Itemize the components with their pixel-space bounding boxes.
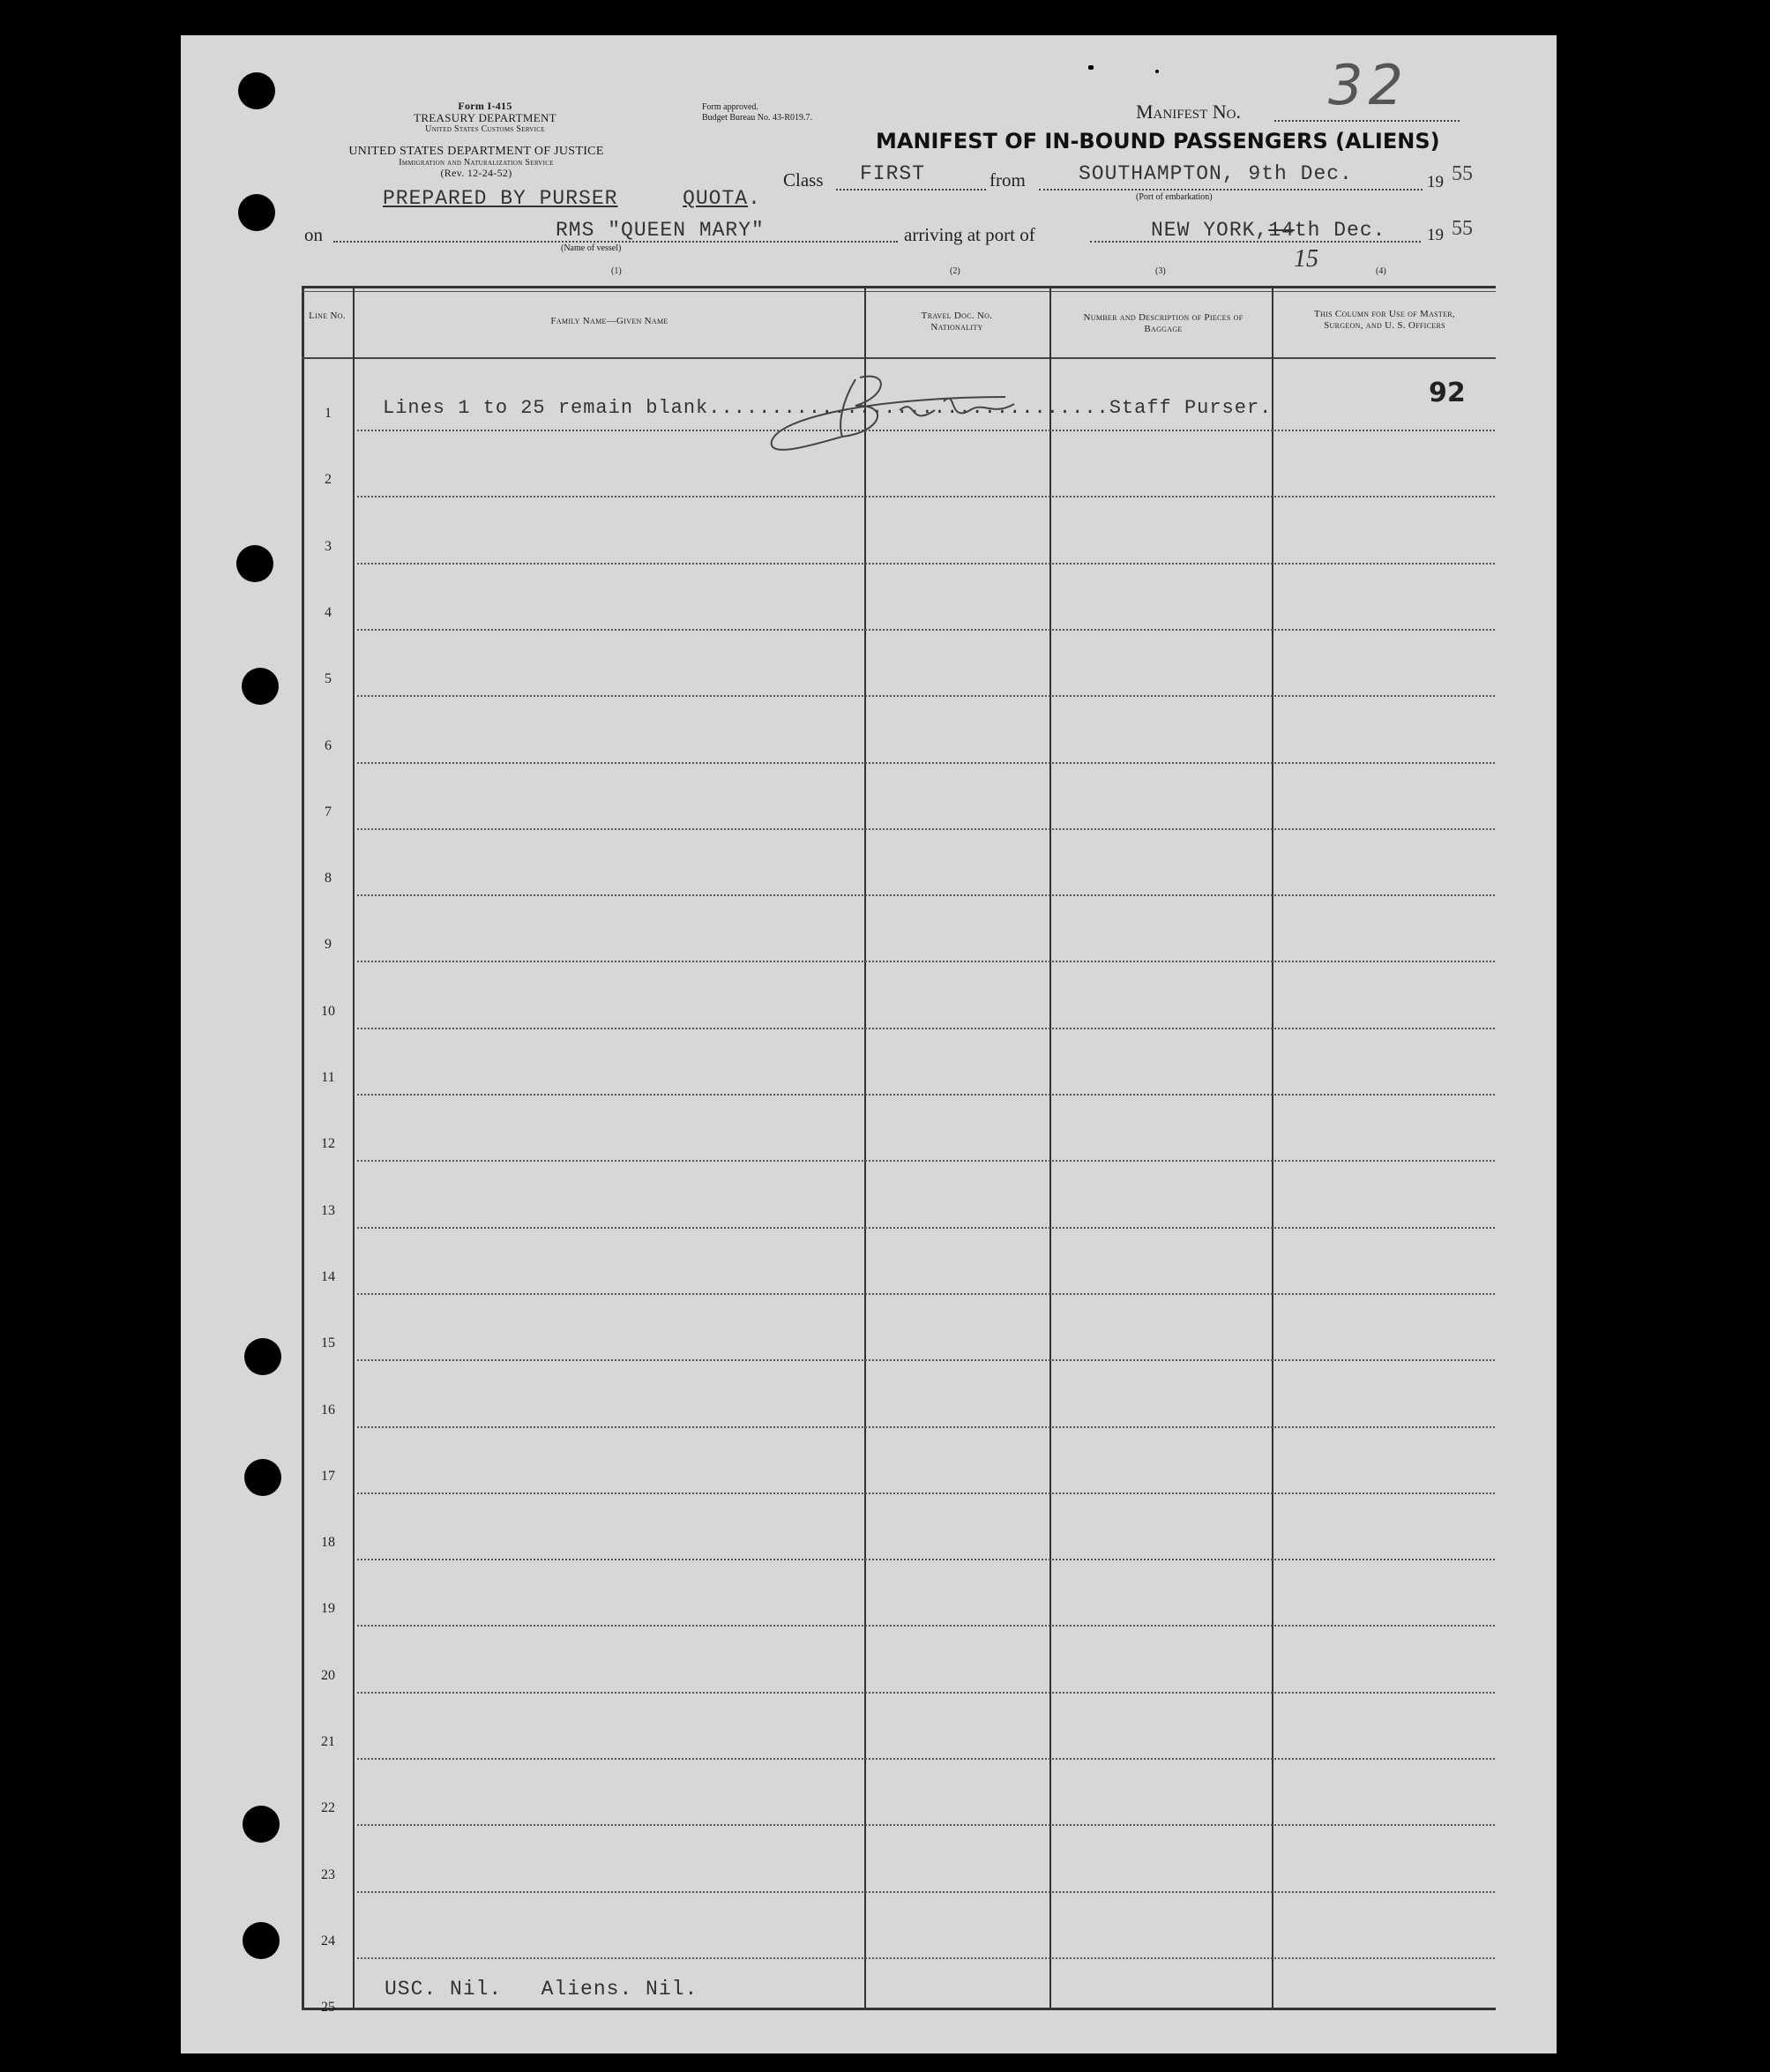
form-number: Form I-415 [458,100,512,112]
line-number: 18 [321,1535,335,1551]
class-label: Class [783,169,824,191]
on-label: on [304,224,323,245]
line-number: 24 [321,1933,335,1949]
line-number: 19 [321,1601,335,1617]
table-row-rule [357,1492,1495,1494]
manifest-title: MANIFEST OF IN-BOUND PASSENGERS (ALIENS) [876,129,1440,153]
line-number: 11 [321,1070,335,1085]
header-line-no: Line No. [309,310,346,321]
col-number-3: (3) [1155,266,1166,276]
revision-label: (Rev. 12-24-52) [440,167,512,180]
punch-hole [243,1922,280,1959]
from-label: from [990,169,1026,191]
vessel-note: (Name of vessel) [561,243,622,253]
class-line [836,189,986,191]
table-row-rule [357,1824,1495,1826]
line-number: 5 [325,671,332,687]
line-number: 13 [321,1202,335,1218]
manifest-number-label: Manifest No. [1136,101,1241,123]
line-1-count: 92 [1429,378,1466,408]
line-number: 2 [325,472,332,488]
line-number: 20 [321,1667,335,1683]
purser-signature [758,362,1129,468]
line-number: 1 [325,406,332,421]
line-number: 21 [321,1734,335,1749]
line-number: 10 [321,1003,335,1019]
treasury-label: TREASURY DEPARTMENT [414,111,556,125]
header-bottom-rule [302,357,1496,359]
line-number: 7 [325,804,332,819]
budget-bureau: Budget Bureau No. 43-R019.7. [702,112,812,123]
col-divider-doc [1049,286,1051,2010]
customs-label: United States Customs Service [425,124,545,135]
punch-hole [242,668,279,705]
line-1-entry: Lines 1 to 25 remain blank................................Staff Purser. [383,397,1273,419]
embark-year: 55 [1452,162,1473,185]
arrival-value [1151,219,1385,242]
arrival-correction-handwritten: 15 [1294,245,1318,273]
justice-label: UNITED STATES DEPARTMENT OF JUSTICE [348,145,604,158]
arrival-rest: th Dec. [1294,219,1386,242]
table-row-rule [357,1957,1495,1959]
header-officers: This Column for Use of Master, Surgeon, and U. S. Officers [1314,309,1455,331]
manifest-number-line [1274,120,1460,122]
punch-hole [236,545,273,582]
manifest-table [302,286,1496,2010]
table-row-rule [357,1758,1495,1760]
line-number: 25 [321,2000,335,2016]
ink-speck [1088,65,1094,70]
vessel-value: RMS "QUEEN MARY" [556,219,765,242]
arrival-port: NEW YORK, [1151,219,1269,242]
arrival-year: 55 [1452,217,1473,240]
punch-hole [243,1806,280,1843]
header-double-rule [302,291,1496,292]
prepared-by-text: PREPARED BY PURSER [383,187,618,210]
table-row-rule [357,1625,1495,1627]
table-row-rule [357,1227,1495,1229]
punch-hole [238,194,275,231]
table-row-rule [357,828,1495,830]
col-number-2: (2) [950,266,960,276]
arrival-year-prefix: 19 [1427,226,1444,244]
prepared-by: PREPARED BY PURSER QUOTA. [383,187,761,210]
table-row-rule [357,961,1495,962]
line-number: 14 [321,1268,335,1284]
table-row-rule [357,1094,1495,1096]
class-value: FIRST [860,162,926,185]
punch-hole [244,1338,281,1375]
table-row-rule [357,1426,1495,1428]
line-number: 8 [325,871,332,886]
table-row-rule [357,894,1495,896]
punch-hole [238,72,275,109]
col-divider-line [353,286,355,2010]
quota-text: QUOTA [683,187,749,210]
embark-line [1039,189,1423,191]
line-number: 9 [325,937,332,953]
col-number-4: (4) [1376,266,1386,276]
arrival-day-struck: 14 [1268,219,1295,242]
line-number: 15 [321,1335,335,1351]
embark-value: SOUTHAMPTON, 9th Dec. [1079,162,1353,185]
line-25-entry: USC. Nil. Aliens. Nil. [385,1978,698,2001]
header-family-name: Family Name—Given Name [550,316,668,326]
embark-note: (Port of embarkation) [1136,192,1213,202]
table-row-rule [357,629,1495,631]
col-divider-name [864,286,866,2010]
immigration-label: Immigration and Naturalization Service [399,158,554,168]
line-number: 4 [325,604,332,620]
table-row-rule [357,695,1495,697]
punch-hole [244,1459,281,1496]
table-row-rule [357,1028,1495,1029]
line-number: 12 [321,1136,335,1152]
table-row-rule [357,1559,1495,1560]
line-number: 3 [325,538,332,554]
embark-year-prefix: 19 [1427,173,1444,191]
line-number: 17 [321,1468,335,1484]
table-row-rule [357,1160,1495,1162]
form-block-left [300,101,670,134]
arriving-label: arriving at port of [904,224,1035,245]
justice-block [300,145,653,180]
ink-speck [1155,70,1159,73]
table-row-rule [357,1692,1495,1694]
header-travel-doc: Travel Doc. No. Nationality [921,310,993,333]
approval-block [702,102,812,123]
line-number: 23 [321,1866,335,1882]
line-number: 16 [321,1402,335,1417]
table-row-rule [357,496,1495,497]
line-number: 6 [325,737,332,753]
form-approved: Form approved. [702,102,758,112]
table-row-rule [357,563,1495,565]
line-number: 22 [321,1800,335,1816]
header-baggage: Number and Description of Pieces of Baggage [1083,312,1243,334]
col-divider-baggage [1272,286,1273,2010]
table-row-rule [357,1293,1495,1295]
table-row-rule [357,1359,1495,1361]
table-row-rule [357,1891,1495,1893]
col-number-1: (1) [611,266,622,276]
manifest-number-handwritten: 32 [1328,53,1408,117]
table-row-rule [357,762,1495,764]
